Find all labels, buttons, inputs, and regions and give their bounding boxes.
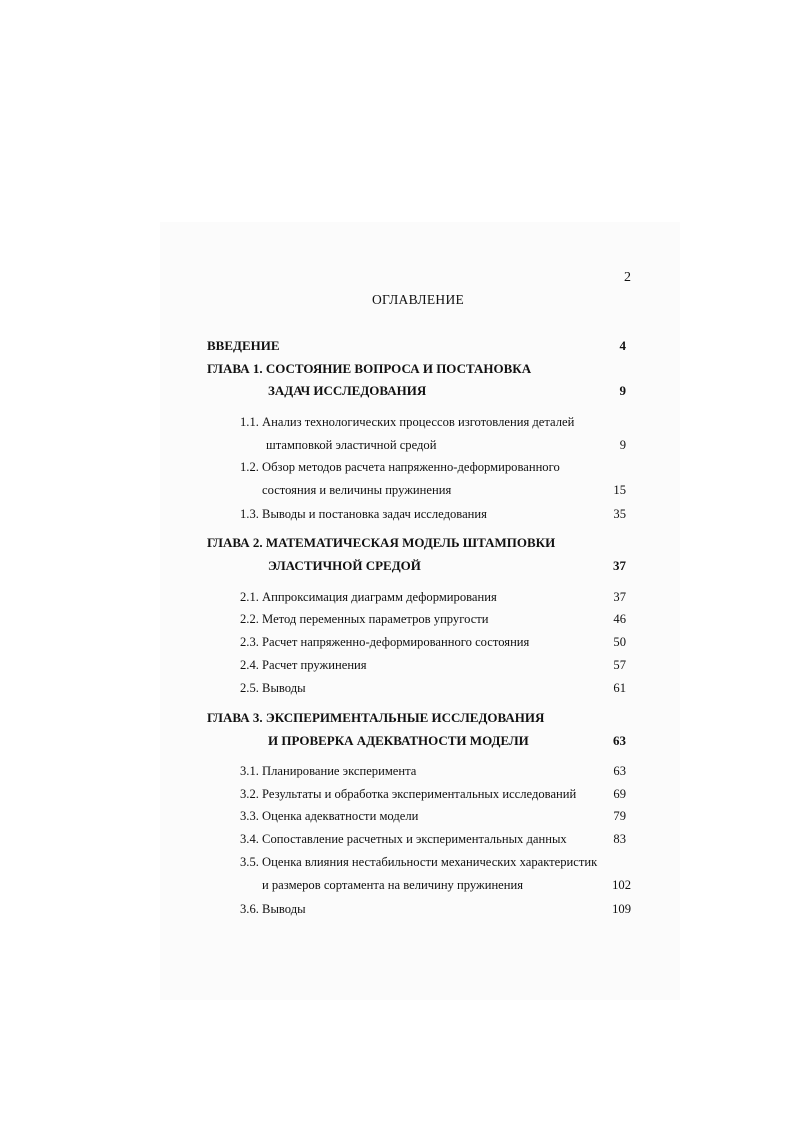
toc-section-1-3-page: 35 <box>613 507 626 521</box>
page-number: 2 <box>624 270 631 285</box>
toc-chapter-1-page: 9 <box>619 383 626 398</box>
toc-intro-page: 4 <box>619 338 626 353</box>
toc-section-1-2-cont: состояния и величины пружинения <box>262 483 452 497</box>
toc-section-1-1: 1.1. Анализ технологических процессов изготовления деталей <box>240 415 575 429</box>
toc-section-3-4-page: 83 <box>613 832 626 846</box>
toc-section-3-1-page: 63 <box>613 764 626 778</box>
toc-section-3-1: 3.1. Планирование эксперимента <box>240 764 417 778</box>
toc-chapter-2-page: 37 <box>613 558 626 573</box>
toc-section-2-4-page: 57 <box>613 658 626 672</box>
toc-section-2-5-page: 61 <box>613 681 626 695</box>
toc-section-2-1: 2.1. Аппроксимация диаграмм деформирования <box>240 590 497 604</box>
toc-chapter-3: ГЛАВА 3. ЭКСПЕРИМЕНТАЛЬНЫЕ ИССЛЕДОВАНИЯ <box>207 710 545 725</box>
toc-section-3-3: 3.3. Оценка адекватности модели <box>240 809 419 823</box>
toc-section-2-3-page: 50 <box>613 635 626 649</box>
toc-section-1-3: 1.3. Выводы и постановка задач исследования <box>240 507 487 521</box>
toc-section-3-5-cont: и размеров сортамента на величину пружинения <box>262 878 524 892</box>
toc-chapter-3-cont: И ПРОВЕРКА АДЕКВАТНОСТИ МОДЕЛИ <box>268 733 529 748</box>
toc-section-2-2-page: 46 <box>613 612 626 626</box>
toc-section-3-2-page: 69 <box>613 787 626 801</box>
toc-section-1-1-page: 9 <box>619 438 626 452</box>
toc-section-2-3: 2.3. Расчет напряженно-деформированного состояния <box>240 635 530 649</box>
toc-section-2-1-page: 37 <box>613 590 626 604</box>
toc-section-3-4: 3.4. Сопоставление расчетных и экспериментальных данных <box>240 832 567 846</box>
toc-chapter-2: ГЛАВА 2. МАТЕМАТИЧЕСКАЯ МОДЕЛЬ ШТАМПОВКИ <box>207 535 556 550</box>
toc-section-3-5: 3.5. Оценка влияния нестабильности механических характеристик <box>240 855 598 869</box>
toc-section-1-2: 1.2. Обзор методов расчета напряженно-деформированного <box>240 460 560 474</box>
toc-chapter-3-page: 63 <box>613 733 626 748</box>
toc-chapter-2-cont: ЭЛАСТИЧНОЙ СРЕДОЙ <box>268 558 421 573</box>
toc-section-3-6: 3.6. Выводы <box>240 902 306 916</box>
toc-section-1-2-page: 15 <box>613 483 626 497</box>
toc-section-3-2: 3.2. Результаты и обработка экспериментальных исследований <box>240 787 577 801</box>
toc-section-3-6-page: 109 <box>612 902 631 916</box>
toc-intro: ВВЕДЕНИЕ <box>207 338 280 353</box>
toc-section-2-5: 2.5. Выводы <box>240 681 306 695</box>
toc-section-1-1-cont: штамповкой эластичной средой <box>266 438 437 452</box>
toc-section-2-2: 2.2. Метод переменных параметров упругости <box>240 612 489 626</box>
toc-section-2-4: 2.4. Расчет пружинения <box>240 658 367 672</box>
toc-section-3-5-page: 102 <box>612 878 631 892</box>
toc-chapter-1-cont: ЗАДАЧ ИССЛЕДОВАНИЯ <box>268 383 427 398</box>
toc-section-3-3-page: 79 <box>613 809 626 823</box>
toc-chapter-1: ГЛАВА 1. СОСТОЯНИЕ ВОПРОСА И ПОСТАНОВКА <box>207 361 532 376</box>
toc-title: ОГЛАВЛЕНИЕ <box>371 292 465 307</box>
